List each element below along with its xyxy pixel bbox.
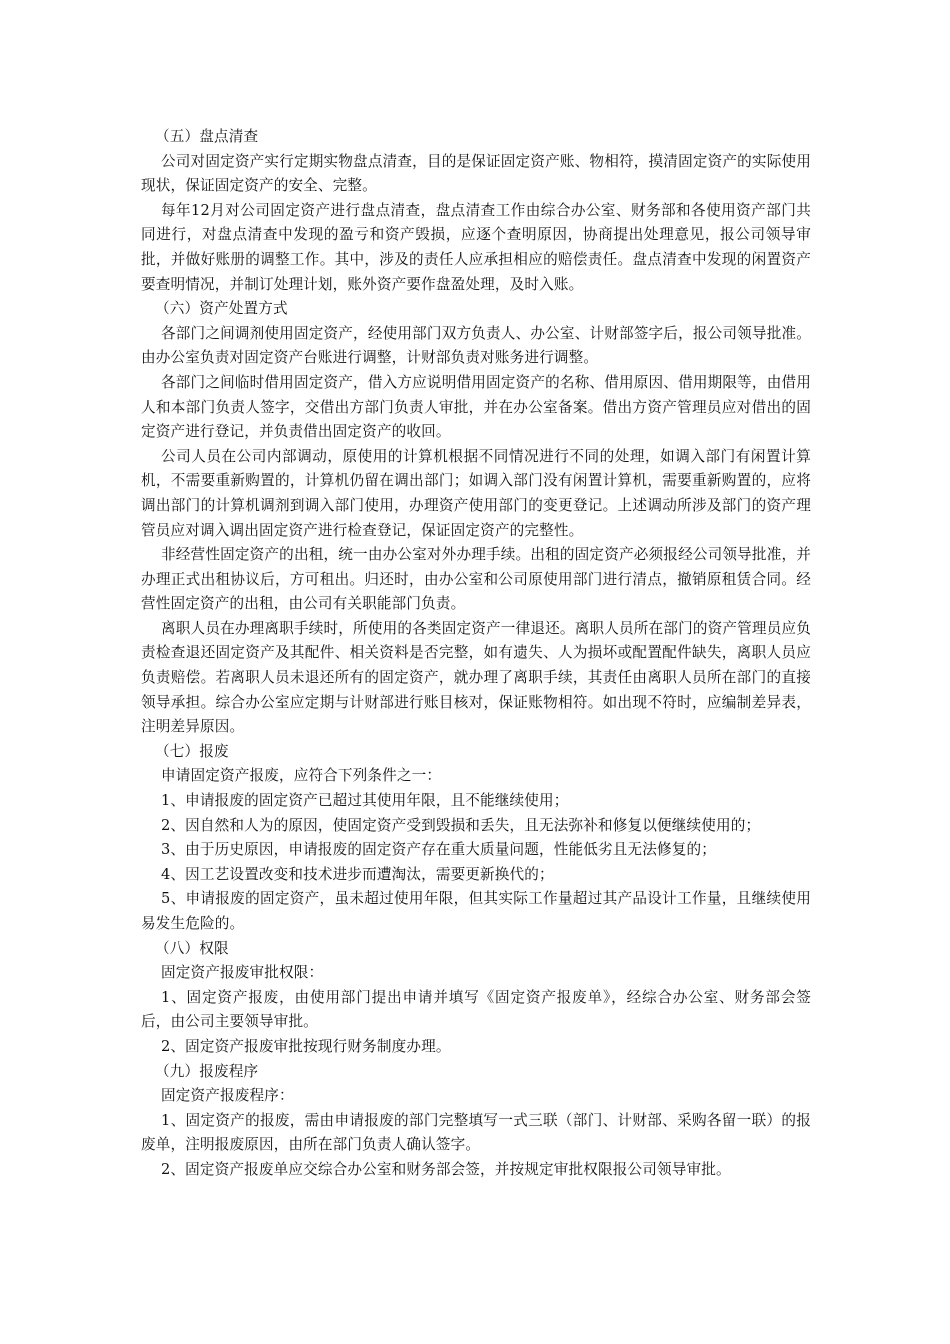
paragraph: 每年12月对公司固定资产进行盘点清查，盘点清查工作由综合办公室、财务部和各使用资产部门共同进行，对盘点清查中发现的盈亏和资产毁损，应逐个查明原因，协商提出处理意见，报公司领导审批，并做好账册的调整工作。其中，涉及的责任人应承担相应的赔偿责任。盘点清查中发现的闲置资产要查明情况，并制订处理计划，账外资产要作盘盈处理，及时入账。 bbox=[141, 201, 811, 293]
list-item: 5、申请报废的固定资产，虽未超过使用年限，但其实际工作量超过其产品设计工作量，且继续使用易发生危险的。 bbox=[141, 890, 811, 932]
list-item: 2、固定资产报废审批按现行财务制度办理。 bbox=[161, 1037, 451, 1055]
paragraph: 离职人员在办理离职手续时，所使用的各类固定资产一律退还。离职人员所在部门的资产管理员应负责检查退还固定资产及其配件、相关资料是否完整，如有遗失、人为损坏或配置配件缺失，离职人员应负责赔偿。若离职人员未退还所有的固定资产，就办理了离职手续，其责任由离职人员所在部门的直接领导承担。综合办公室应定期与计财部进行账目核对，保证账物相符。如出现不符时，应编制差异表，注明差异原因。 bbox=[141, 619, 811, 736]
paragraph: 公司人员在公司内部调动，原使用的计算机根据不同情况进行不同的处理，如调入部门有闲置计算机，不需要重新购置的，计算机仍留在调出部门；如调入部门没有闲置计算机，需要重新购置的，应将调出部门的计算机调剂到调入部门使用，办理资产使用部门的变更登记。上述调动所涉及部门的资产理管员应对调入调出固定资产进行检查登记，保证固定资产的完整性。 bbox=[141, 447, 811, 539]
list-item: 1、申请报废的固定资产已超过其使用年限，且不能继续使用； bbox=[161, 792, 569, 810]
section-heading-inventory: （五）盘点清查 bbox=[155, 128, 259, 145]
list-item: 3、由于历史原因，申请报废的固定资产存在重大质量问题，性能低劣且无法修复的； bbox=[161, 841, 716, 859]
document-body bbox=[141, 125, 811, 1183]
paragraph: 固定资产报废审批权限： bbox=[161, 964, 324, 982]
section-heading-scrapping-procedure: （九）报废程序 bbox=[155, 1062, 259, 1080]
paragraph: 各部门之间临时借用固定资产，借入方应说明借用固定资产的名称、借用原因、借用期限等，由借用人和本部门负责人签字，交借出方部门负责人审批，并在办公室备案。借出方资产管理员应对借出的固定资产进行登记，并负责借出固定资产的收回。 bbox=[141, 373, 811, 441]
list-item: 1、固定资产报废，由使用部门提出申请并填写《固定资产报废单》，经综合办公室、财务部会签后，由公司主要领导审批。 bbox=[141, 988, 811, 1031]
paragraph: 公司对固定资产实行定期实物盘点清查，目的是保证固定资产账、物相符，摸清固定资产的实际使用现状，保证固定资产的安全、完整。 bbox=[141, 152, 811, 195]
section-heading-disposal-methods: （六）资产处置方式 bbox=[155, 300, 288, 318]
section-heading-authority: （八）权限 bbox=[155, 939, 229, 957]
section-heading-scrapping: （七）报废 bbox=[155, 742, 229, 760]
list-item: 2、因自然和人为的原因，使固定资产受到毁损和丢失，且无法弥补和修复以便继续使用的； bbox=[161, 816, 761, 834]
list-item: 2、固定资产报废单应交综合办公室和财务部会签，并按规定审批权限报公司领导审批。 bbox=[161, 1160, 731, 1178]
paragraph: 申请固定资产报废，应符合下列条件之一： bbox=[161, 767, 442, 785]
paragraph: 非经营性固定资产的出租，统一由办公室对外办理手续。出租的固定资产必须报经公司领导批准，并办理正式出租协议后，方可租出。归还时，由办公室和公司原使用部门进行清点，撤销原租赁合同。经营性固定资产的出租，由公司有关职能部门负责。 bbox=[141, 546, 811, 613]
list-item: 1、固定资产的报废，需由申请报废的部门完整填写一式三联（部门、计财部、采购各留一联）的报废单，注明报废原因，由所在部门负责人确认签字。 bbox=[141, 1111, 811, 1154]
paragraph: 固定资产报废程序： bbox=[161, 1087, 294, 1105]
paragraph: 各部门之间调剂使用固定资产，经使用部门双方负责人、办公室、计财部签字后，报公司领导批准。由办公室负责对固定资产台账进行调整，计财部负责对账务进行调整。 bbox=[141, 324, 811, 367]
list-item: 4、因工艺设置改变和技术进步而遭淘汰，需要更新换代的； bbox=[161, 865, 554, 883]
